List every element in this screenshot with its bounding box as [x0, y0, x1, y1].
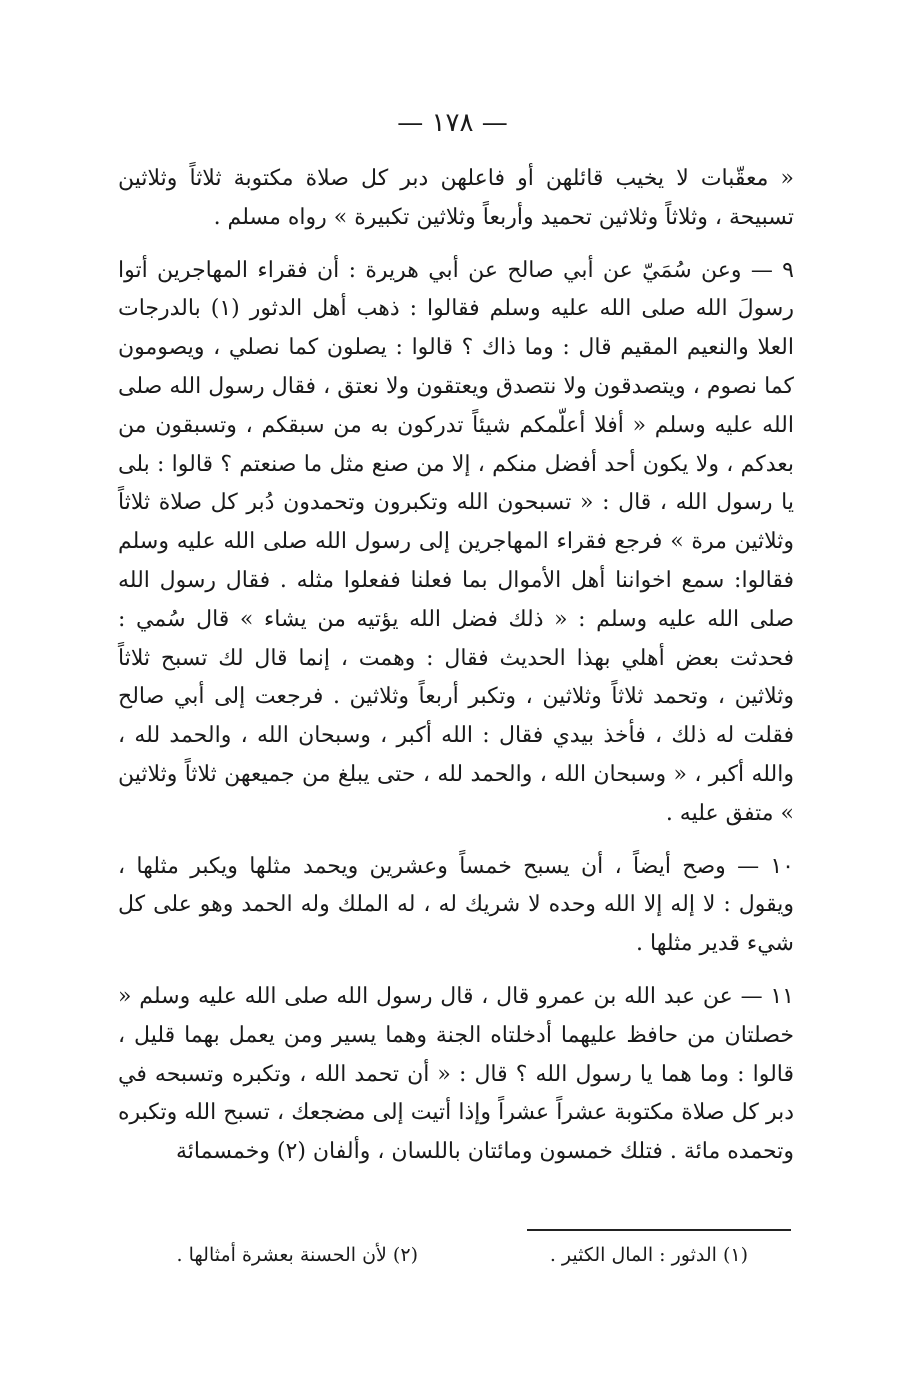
paragraph-1: « معقّبات لا يخيب قائلهن أو فاعلهن دبر كل صلاة مكتوبة ثلاثاً وثلاثين تسبيحة ، وثلاثاً وثلاثين تحميد وأربعاً وثلاثين تكبيرة » رواه مسلم . [118, 166, 794, 230]
footnote-divider [527, 1229, 791, 1231]
footnote-2: (٢) لأن الحسنة بعشرة أمثالها . [176, 1244, 418, 1266]
footnote-1: (١) الدثور : المال الكثير . [549, 1244, 748, 1266]
paragraph-4-hadith-11: ١١ — عن عبد الله بن عمرو قال ، قال رسول الله صلى الله عليه وسلم « خصلتان من حافظ عليهما أدخلتاه الجنة وهما يسير ومن يعمل بهما قليل ، قالوا : وما هما يا رسول الله ؟ قال : « أن تحمد الله ، وتكبره وتسبحه في دبر كل صلاة مكتوبة عشراً عشراً وإذا أتيت إلى مضجعك ، تسبح الله وتكبره وتحمده مائة . فتلك خمسون ومائتان باللسان ، وألفان (٢) وخمسمائة [118, 983, 794, 1165]
paragraph-2-hadith-9: ٩ — وعن سُمَيّ عن أبي صالح عن أبي هريرة : أن فقراء المهاجرين أتوا رسولَ الله صلى الله عليه وسلم فقالوا : ذهب أهل الدثور (١) بالدرجات العلا والنعيم المقيم قال : وما ذاك ؟ قالوا : يصلون كما نصلي ، ويصومون كما نصوم ، ويتصدقون ولا نتصدق ويعتقون ولا نعتق ، فقال رسول الله صلى الله عليه وسلم « أفلا أعلّمكم شيئاً تدركون به من سبقكم ، وتسبقون من بعدكم ، ولا يكون أحد أفضل منكم ، إلا من صنع مثل ما صنعتم ؟ قالوا : بلى يا رسول الله ، قال : « تسبحون الله وتكبرون وتحمدون دُبر كل صلاة ثلاثاً وثلاثين مرة » فرجع فقراء المهاجرين إلى رسول الله صلى الله عليه وسلم فقالوا: سمع اخواننا أهل الأموال بما فعلنا ففعلوا مثله . فقال رسول الله صلى الله عليه وسلم : « ذلك فضل الله يؤتيه من يشاء » قال سُمي : فحدثت بعض أهلي بهذا الحديث فقال : وهمت ، إنما قال لك تسبح ثلاثاً وثلاثين ، وتحمد ثلاثاً وثلاثين ، وتكبر أربعاً وثلاثين . فرجعت إلى أبي صالح فقلت له ذلك ، فأخذ بيدي فقال : الله أكبر ، وسبحان الله ، والحمد لله ، والله أكبر ، « وسبحان الله ، والحمد لله ، حتى يبلغ من جميعهن ثلاثاً وثلاثين » متفق عليه . [118, 257, 795, 826]
page-number: — ١٧٨ — [397, 108, 508, 138]
body-text [118, 160, 794, 1172]
paragraph-3-hadith-10: ١٠ — وصح أيضاً ، أن يسبح خمساً وعشرين ويحمد مثلها ويكبر مثلها ، ويقول : لا إله إلا الله وحده لا شريك له ، له الملك وله الحمد وهو على كل شيء قدير مثلها . [118, 853, 794, 957]
